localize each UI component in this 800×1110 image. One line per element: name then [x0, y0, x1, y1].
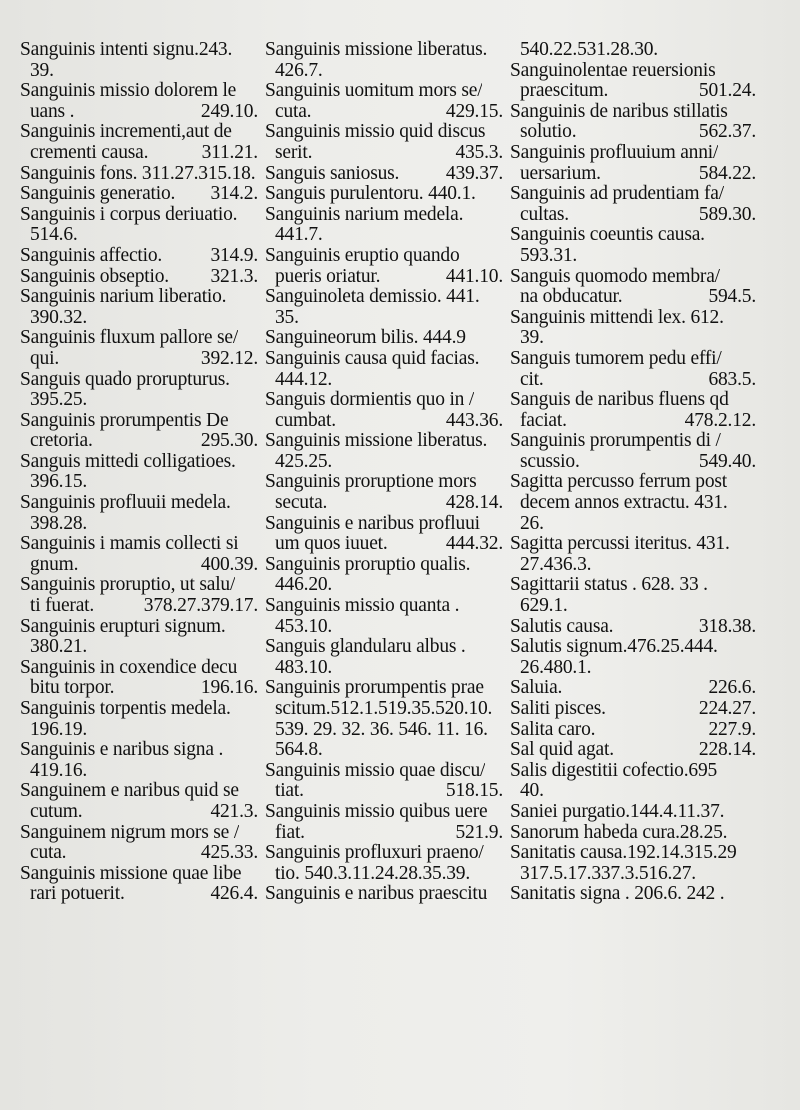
entry-text: cumbat. — [275, 410, 336, 431]
entry-text: Sanguinis prorumpentis di / — [510, 431, 721, 452]
entry-text: Sanguinis prorumpentis prae — [265, 678, 484, 699]
index-entry-line — [265, 81, 503, 102]
entry-text: Sanguinis missione quae libe — [20, 863, 242, 884]
entry-text: Sagitta percusso ferrum post — [510, 472, 727, 493]
index-entry-line — [20, 184, 258, 205]
entry-text: Sanguinis fluxum pallore se/ — [20, 328, 239, 349]
entry-text: Sanguinis narium medela. — [265, 204, 464, 225]
index-entry-line — [510, 122, 756, 143]
index-entry-line — [265, 308, 503, 329]
entry-text: Saluia. — [510, 678, 563, 699]
entry-text: Sanguinis missione liberatus. — [265, 40, 488, 60]
index-entry-line — [265, 349, 503, 370]
entry-reference: 228.14. — [698, 740, 756, 761]
index-entry-line — [20, 761, 258, 782]
index-entry-line — [265, 287, 503, 308]
entry-text: 426.7. — [275, 60, 323, 81]
entry-text: um quos iuuet. — [275, 534, 388, 555]
entry-text: Sanguinis e naribus signa . — [20, 740, 224, 761]
entry-reference: 295.30. — [200, 431, 258, 452]
entry-reference: 683.5. — [708, 369, 756, 390]
index-entry-line — [20, 555, 258, 576]
entry-reference: 321.3. — [210, 266, 258, 287]
entry-reference: 249.10. — [200, 101, 258, 122]
index-entry-line — [265, 370, 503, 391]
index-entry-line — [265, 617, 503, 638]
index-entry-line — [510, 61, 756, 82]
index-entry-line — [265, 390, 503, 411]
entry-text: tiat. — [275, 781, 304, 802]
entry-text: Sanguinis profluuium anni/ — [510, 142, 719, 163]
index-entry-line — [265, 246, 503, 267]
entry-reference: 318.38. — [698, 616, 756, 637]
entry-text: scussio. — [520, 451, 580, 472]
entry-text: 453.10. — [275, 616, 333, 637]
index-entry-line — [20, 143, 258, 164]
entry-reference: 584.22. — [698, 163, 756, 184]
index-entry-line — [265, 637, 503, 658]
index-entry-line — [510, 349, 756, 370]
index-entry-line — [20, 864, 258, 885]
index-entry-line — [510, 184, 756, 205]
index-entry-line — [510, 658, 756, 679]
index-entry-line — [265, 720, 503, 741]
entry-text: 593.31. — [520, 245, 578, 266]
index-entry-line — [20, 390, 258, 411]
index-entry-line — [510, 411, 756, 432]
entry-text: Sanguinis incrementi,aut de — [20, 122, 232, 143]
entry-text: qui. — [30, 348, 59, 369]
index-entry-line — [510, 575, 756, 596]
index-entry-line — [265, 658, 503, 679]
index-entry-line — [20, 81, 258, 102]
entry-text: cit. — [520, 369, 544, 390]
index-entry-line — [265, 411, 503, 432]
index-entry-line — [20, 411, 258, 432]
index-entry-line — [510, 40, 756, 61]
entry-reference: 443.36. — [445, 410, 503, 431]
entry-text: 26.480.1. — [520, 657, 592, 678]
index-entry-line — [265, 514, 503, 535]
entry-text: Sanguinis eruptio quando — [265, 245, 460, 266]
entry-reference: 589.30. — [698, 204, 756, 225]
index-entry-line — [265, 225, 503, 246]
index-entry-line — [265, 555, 503, 576]
index-entry-line — [20, 328, 258, 349]
entry-text: na obducatur. — [520, 287, 623, 308]
index-entry-line — [510, 534, 756, 555]
index-entry-line — [265, 843, 503, 864]
entry-text: Sanguinis uomitum mors se/ — [265, 81, 483, 102]
entry-text: 317.5.17.337.3.516.27. — [520, 863, 696, 884]
entry-text: Sanguis tumorem pedu effi/ — [510, 348, 722, 369]
index-entry-line — [265, 761, 503, 782]
index-entry-line — [510, 390, 756, 411]
index-entry-line — [510, 328, 756, 349]
entry-reference: 428.14. — [445, 493, 503, 514]
index-column-2 — [265, 40, 503, 905]
entry-text: Saliti pisces. — [510, 699, 606, 719]
entry-text: Salita caro. — [510, 719, 596, 740]
index-entry-line — [265, 184, 503, 205]
entry-text: serit. — [275, 142, 313, 163]
entry-text: Sanguinis missio quibus uere — [265, 801, 488, 822]
entry-text: Sanguinis narium liberatio. — [20, 287, 227, 308]
entry-text: faciat. — [520, 410, 567, 431]
entry-text: Sanguinis proruptio qualis. — [265, 554, 471, 575]
entry-reference: 311.21. — [201, 142, 258, 163]
index-entry-line — [20, 802, 258, 823]
index-entry-line — [265, 102, 503, 123]
entry-text: Sanguinis profluxuri praeno/ — [265, 843, 484, 864]
entry-text: Sanguinis causa quid facias. — [265, 348, 480, 369]
entry-text: Sanorum habeda cura.28.25. — [510, 822, 728, 843]
entry-text: Sanguinis missio quid discus — [265, 122, 486, 143]
index-column-3 — [510, 40, 756, 905]
entry-text: praescitum. — [520, 81, 609, 102]
entry-text: Sanguinoleta demissio. 441. — [265, 287, 480, 308]
index-entry-line — [510, 370, 756, 391]
index-entry-line — [265, 431, 503, 452]
index-entry-line — [20, 884, 258, 905]
index-entry-line — [265, 596, 503, 617]
index-entry-line — [20, 699, 258, 720]
entry-text: 396.15. — [30, 472, 88, 493]
entry-text: Sanguinolentae reuersionis — [510, 60, 716, 81]
entry-text: Sanguis dormientis quo in / — [265, 390, 475, 411]
entry-text: Sagitta percussi iteritus. 431. — [510, 534, 730, 555]
index-entry-line — [265, 493, 503, 514]
entry-text: 540.22.531.28.30. — [520, 40, 658, 60]
index-entry-line — [265, 267, 503, 288]
index-entry-line — [510, 617, 756, 638]
entry-text: pueris oriatur. — [275, 266, 381, 287]
entry-text: uans . — [30, 101, 75, 122]
index-entry-line — [20, 287, 258, 308]
index-entry-line — [265, 40, 503, 61]
entry-reference: 314.2. — [210, 184, 258, 205]
entry-text: Sanguineorum bilis. 444.9 — [265, 328, 466, 349]
entry-reference: 426.4. — [210, 884, 258, 905]
index-entry-line — [265, 884, 503, 905]
entry-text: Sanguis de naribus fluens qd — [510, 390, 729, 411]
index-entry-line — [510, 102, 756, 123]
index-entry-line — [265, 534, 503, 555]
entry-text: Saniei purgatio.144.4.11.37. — [510, 801, 725, 822]
index-entry-line — [20, 40, 258, 61]
entry-text: Sanguis purulentoru. 440.1. — [265, 184, 476, 205]
entry-text: Sanguinem nigrum mors se / — [20, 822, 240, 843]
index-entry-line — [20, 781, 258, 802]
index-entry-line — [265, 823, 503, 844]
entry-text: Sal quid agat. — [510, 740, 614, 761]
entry-text: 419.16. — [30, 760, 88, 781]
index-entry-line — [20, 596, 258, 617]
index-entry-line — [20, 122, 258, 143]
entry-reference: 501.24. — [698, 81, 756, 102]
entry-reference: 226.6. — [708, 678, 756, 699]
index-entry-line — [510, 761, 756, 782]
index-entry-line — [265, 864, 503, 885]
index-entry-line — [510, 452, 756, 473]
index-entry-line — [510, 493, 756, 514]
entry-text: Sanguinis generatio. — [20, 184, 176, 205]
index-entry-line — [510, 678, 756, 699]
index-entry-line — [510, 864, 756, 885]
entry-reference: 378.27.379.17. — [143, 596, 258, 617]
entry-reference: 435.3. — [455, 142, 503, 163]
index-entry-line — [510, 802, 756, 823]
index-entry-line — [265, 781, 503, 802]
entry-text: Sanguinis erupturi signum. — [20, 616, 226, 637]
index-entry-line — [265, 452, 503, 473]
entry-text: Sanitatis causa.192.14.315.29 — [510, 843, 737, 864]
index-column-1 — [20, 40, 258, 905]
entry-text: Sanguinis e naribus praescitu — [265, 884, 488, 905]
entry-text: Sanguinis torpentis medela. — [20, 699, 231, 719]
entry-text: scitum.512.1.519.35.520.10. — [275, 699, 493, 719]
entry-text: Sanguinis coeuntis causa. — [510, 225, 705, 246]
entry-reference: 224.27. — [698, 699, 756, 719]
index-entry-line — [510, 267, 756, 288]
index-entry-line — [265, 122, 503, 143]
entry-reference: 441.10. — [445, 266, 503, 287]
entry-text: Sanitatis signa . 206.6. 242 . — [510, 884, 725, 905]
index-entry-line — [20, 823, 258, 844]
entry-text: Sanguinis obseptio. — [20, 266, 169, 287]
entry-text: 444.12. — [275, 369, 333, 390]
entry-reference: 478.2.12. — [684, 410, 756, 431]
entry-text: 27.436.3. — [520, 554, 592, 575]
entry-text: Sanguis glandularu albus . — [265, 637, 466, 658]
entry-text: Sanguinem e naribus quid se — [20, 781, 239, 802]
index-entry-line — [510, 555, 756, 576]
index-entry-line — [20, 164, 258, 185]
entry-reference: 196.16. — [200, 678, 258, 699]
entry-text: Sanguinis fons. 311.27.315.18. — [20, 163, 256, 184]
entry-text: tio. 540.3.11.24.28.35.39. — [275, 863, 471, 884]
entry-text: 564.8. — [275, 740, 323, 761]
entry-reference: 439.37. — [445, 163, 503, 184]
index-entry-line — [510, 81, 756, 102]
entry-text: fiat. — [275, 822, 305, 843]
index-entry-line — [20, 102, 258, 123]
entry-text: Sanguinis e naribus profluui — [265, 513, 480, 534]
entry-text: Sanguinis intenti signu.243. — [20, 40, 233, 60]
entry-reference: 549.40. — [698, 451, 756, 472]
index-entry-line — [510, 308, 756, 329]
index-entry-line — [510, 637, 756, 658]
index-entry-line — [510, 514, 756, 535]
entry-text: Sanguinis missio dolorem le — [20, 81, 237, 102]
index-entry-line — [510, 164, 756, 185]
index-entry-line — [20, 370, 258, 391]
entry-text: 395.25. — [30, 390, 88, 411]
entry-text: cretoria. — [30, 431, 93, 452]
index-entry-line — [20, 472, 258, 493]
index-entry-line — [20, 493, 258, 514]
entry-text: Sanguinis proruptio, ut salu/ — [20, 575, 236, 596]
index-entry-line — [510, 596, 756, 617]
entry-reference: 314.9. — [210, 245, 258, 266]
index-entry-line — [510, 287, 756, 308]
entry-text: cultas. — [520, 204, 569, 225]
entry-text: 26. — [520, 513, 544, 534]
index-entry-line — [20, 205, 258, 226]
index-entry-line — [20, 637, 258, 658]
index-entry-line — [510, 740, 756, 761]
index-entry-line — [20, 843, 258, 864]
index-entry-line — [510, 143, 756, 164]
index-entry-line — [20, 678, 258, 699]
entry-reference: 400.39. — [200, 554, 258, 575]
entry-text: 441.7. — [275, 225, 323, 246]
index-entry-line — [20, 452, 258, 473]
entry-text: 196.19. — [30, 719, 88, 740]
entry-text: decem annos extractu. 431. — [520, 493, 728, 514]
entry-text: Sagittarii status . 628. 33 . — [510, 575, 708, 596]
entry-text: Sanguis quomodo membra/ — [510, 266, 720, 287]
index-entry-line — [20, 267, 258, 288]
entry-reference: 562.37. — [698, 122, 756, 143]
entry-text: Sanguinis missio quanta . — [265, 596, 460, 617]
entry-text: Sanguinis mittendi lex. 612. — [510, 307, 724, 328]
entry-reference: 227.9. — [708, 719, 756, 740]
entry-text: 390.32. — [30, 307, 88, 328]
entry-text: Sanguis saniosus. — [265, 163, 400, 184]
index-entry-line — [510, 472, 756, 493]
entry-text: 514.6. — [30, 225, 78, 246]
entry-text: Sanguis mittedi colligatioes. — [20, 451, 236, 472]
entry-reference: 425.33. — [200, 843, 258, 864]
entry-text: Sanguinis missio quae discu/ — [265, 760, 486, 781]
entry-text: Salis digestitii cofectio.695 — [510, 760, 718, 781]
index-entry-line — [265, 575, 503, 596]
index-entry-line — [510, 781, 756, 802]
index-entry-line — [265, 61, 503, 82]
index-entry-line — [510, 225, 756, 246]
index-entry-line — [265, 143, 503, 164]
entry-text: gnum. — [30, 554, 79, 575]
entry-text: Sanguinis i corpus deriuatio. — [20, 204, 238, 225]
entry-text: ti fuerat. — [30, 596, 95, 617]
index-entry-line — [265, 205, 503, 226]
index-entry-line — [20, 658, 258, 679]
entry-text: 483.10. — [275, 657, 333, 678]
entry-text: 380.21. — [30, 637, 88, 658]
entry-text: Sanguinis de naribus stillatis — [510, 101, 728, 122]
index-entry-line — [265, 699, 503, 720]
entry-reference: 392.12. — [200, 348, 258, 369]
index-entry-line — [510, 431, 756, 452]
index-entry-line — [20, 617, 258, 638]
entry-text: Sanguinis profluuii medela. — [20, 493, 231, 514]
entry-reference: 518.15. — [445, 781, 503, 802]
index-entry-line — [510, 699, 756, 720]
index-entry-line — [20, 349, 258, 370]
entry-text: Salutis signum.476.25.444. — [510, 637, 718, 658]
index-entry-line — [510, 823, 756, 844]
index-entry-line — [20, 431, 258, 452]
entry-text: 39. — [30, 60, 54, 81]
entry-text: solutio. — [520, 122, 577, 143]
index-entry-line — [265, 740, 503, 761]
index-entry-line — [510, 720, 756, 741]
entry-text: cutum. — [30, 801, 83, 822]
index-entry-line — [20, 246, 258, 267]
index-entry-line — [20, 720, 258, 741]
entry-text: Sanguinis ad prudentiam fa/ — [510, 184, 724, 205]
entry-text: Sanguis quado prorupturus. — [20, 369, 230, 390]
entry-text: uersarium. — [520, 163, 601, 184]
index-entry-line — [20, 225, 258, 246]
entry-text: Sanguinis affectio. — [20, 245, 163, 266]
entry-text: 539. 29. 32. 36. 546. 11. 16. — [275, 719, 488, 740]
entry-text: crementi causa. — [30, 142, 149, 163]
entry-reference: 444.32. — [445, 534, 503, 555]
index-entry-line — [265, 472, 503, 493]
entry-text: 629.1. — [520, 596, 568, 617]
index-entry-line — [20, 308, 258, 329]
index-entry-line — [510, 843, 756, 864]
index-entry-line — [20, 575, 258, 596]
index-entry-line — [265, 328, 503, 349]
index-entry-line — [20, 61, 258, 82]
entry-reference: 421.3. — [210, 801, 258, 822]
entry-text: 446.20. — [275, 575, 333, 596]
entry-text: 39. — [520, 328, 544, 349]
entry-text: cuta. — [275, 101, 312, 122]
index-entry-line — [20, 534, 258, 555]
index-entry-line — [265, 802, 503, 823]
entry-text: bitu torpor. — [30, 678, 115, 699]
entry-text: rari potuerit. — [30, 884, 125, 905]
entry-reference: 594.5. — [708, 287, 756, 308]
entry-text: secuta. — [275, 493, 328, 514]
entry-text: Sanguinis missione liberatus. — [265, 431, 488, 452]
entry-text: Sanguinis in coxendice decu — [20, 657, 238, 678]
index-entry-line — [265, 164, 503, 185]
entry-text: Sanguinis proruptione mors — [265, 472, 477, 493]
entry-text: cuta. — [30, 843, 67, 864]
index-entry-line — [510, 884, 756, 905]
entry-text: Sanguinis i mamis collecti si — [20, 534, 239, 555]
entry-text: 425.25. — [275, 451, 333, 472]
entry-text: 40. — [520, 781, 544, 802]
entry-reference: 429.15. — [445, 101, 503, 122]
entry-text: 398.28. — [30, 513, 88, 534]
index-entry-line — [510, 205, 756, 226]
index-entry-line — [265, 678, 503, 699]
entry-text: Sanguinis prorumpentis De — [20, 410, 229, 431]
index-entry-line — [510, 246, 756, 267]
entry-text: Salutis causa. — [510, 616, 614, 637]
entry-text: 35. — [275, 307, 299, 328]
index-entry-line — [20, 514, 258, 535]
entry-reference: 521.9. — [455, 822, 503, 843]
index-entry-line — [20, 740, 258, 761]
